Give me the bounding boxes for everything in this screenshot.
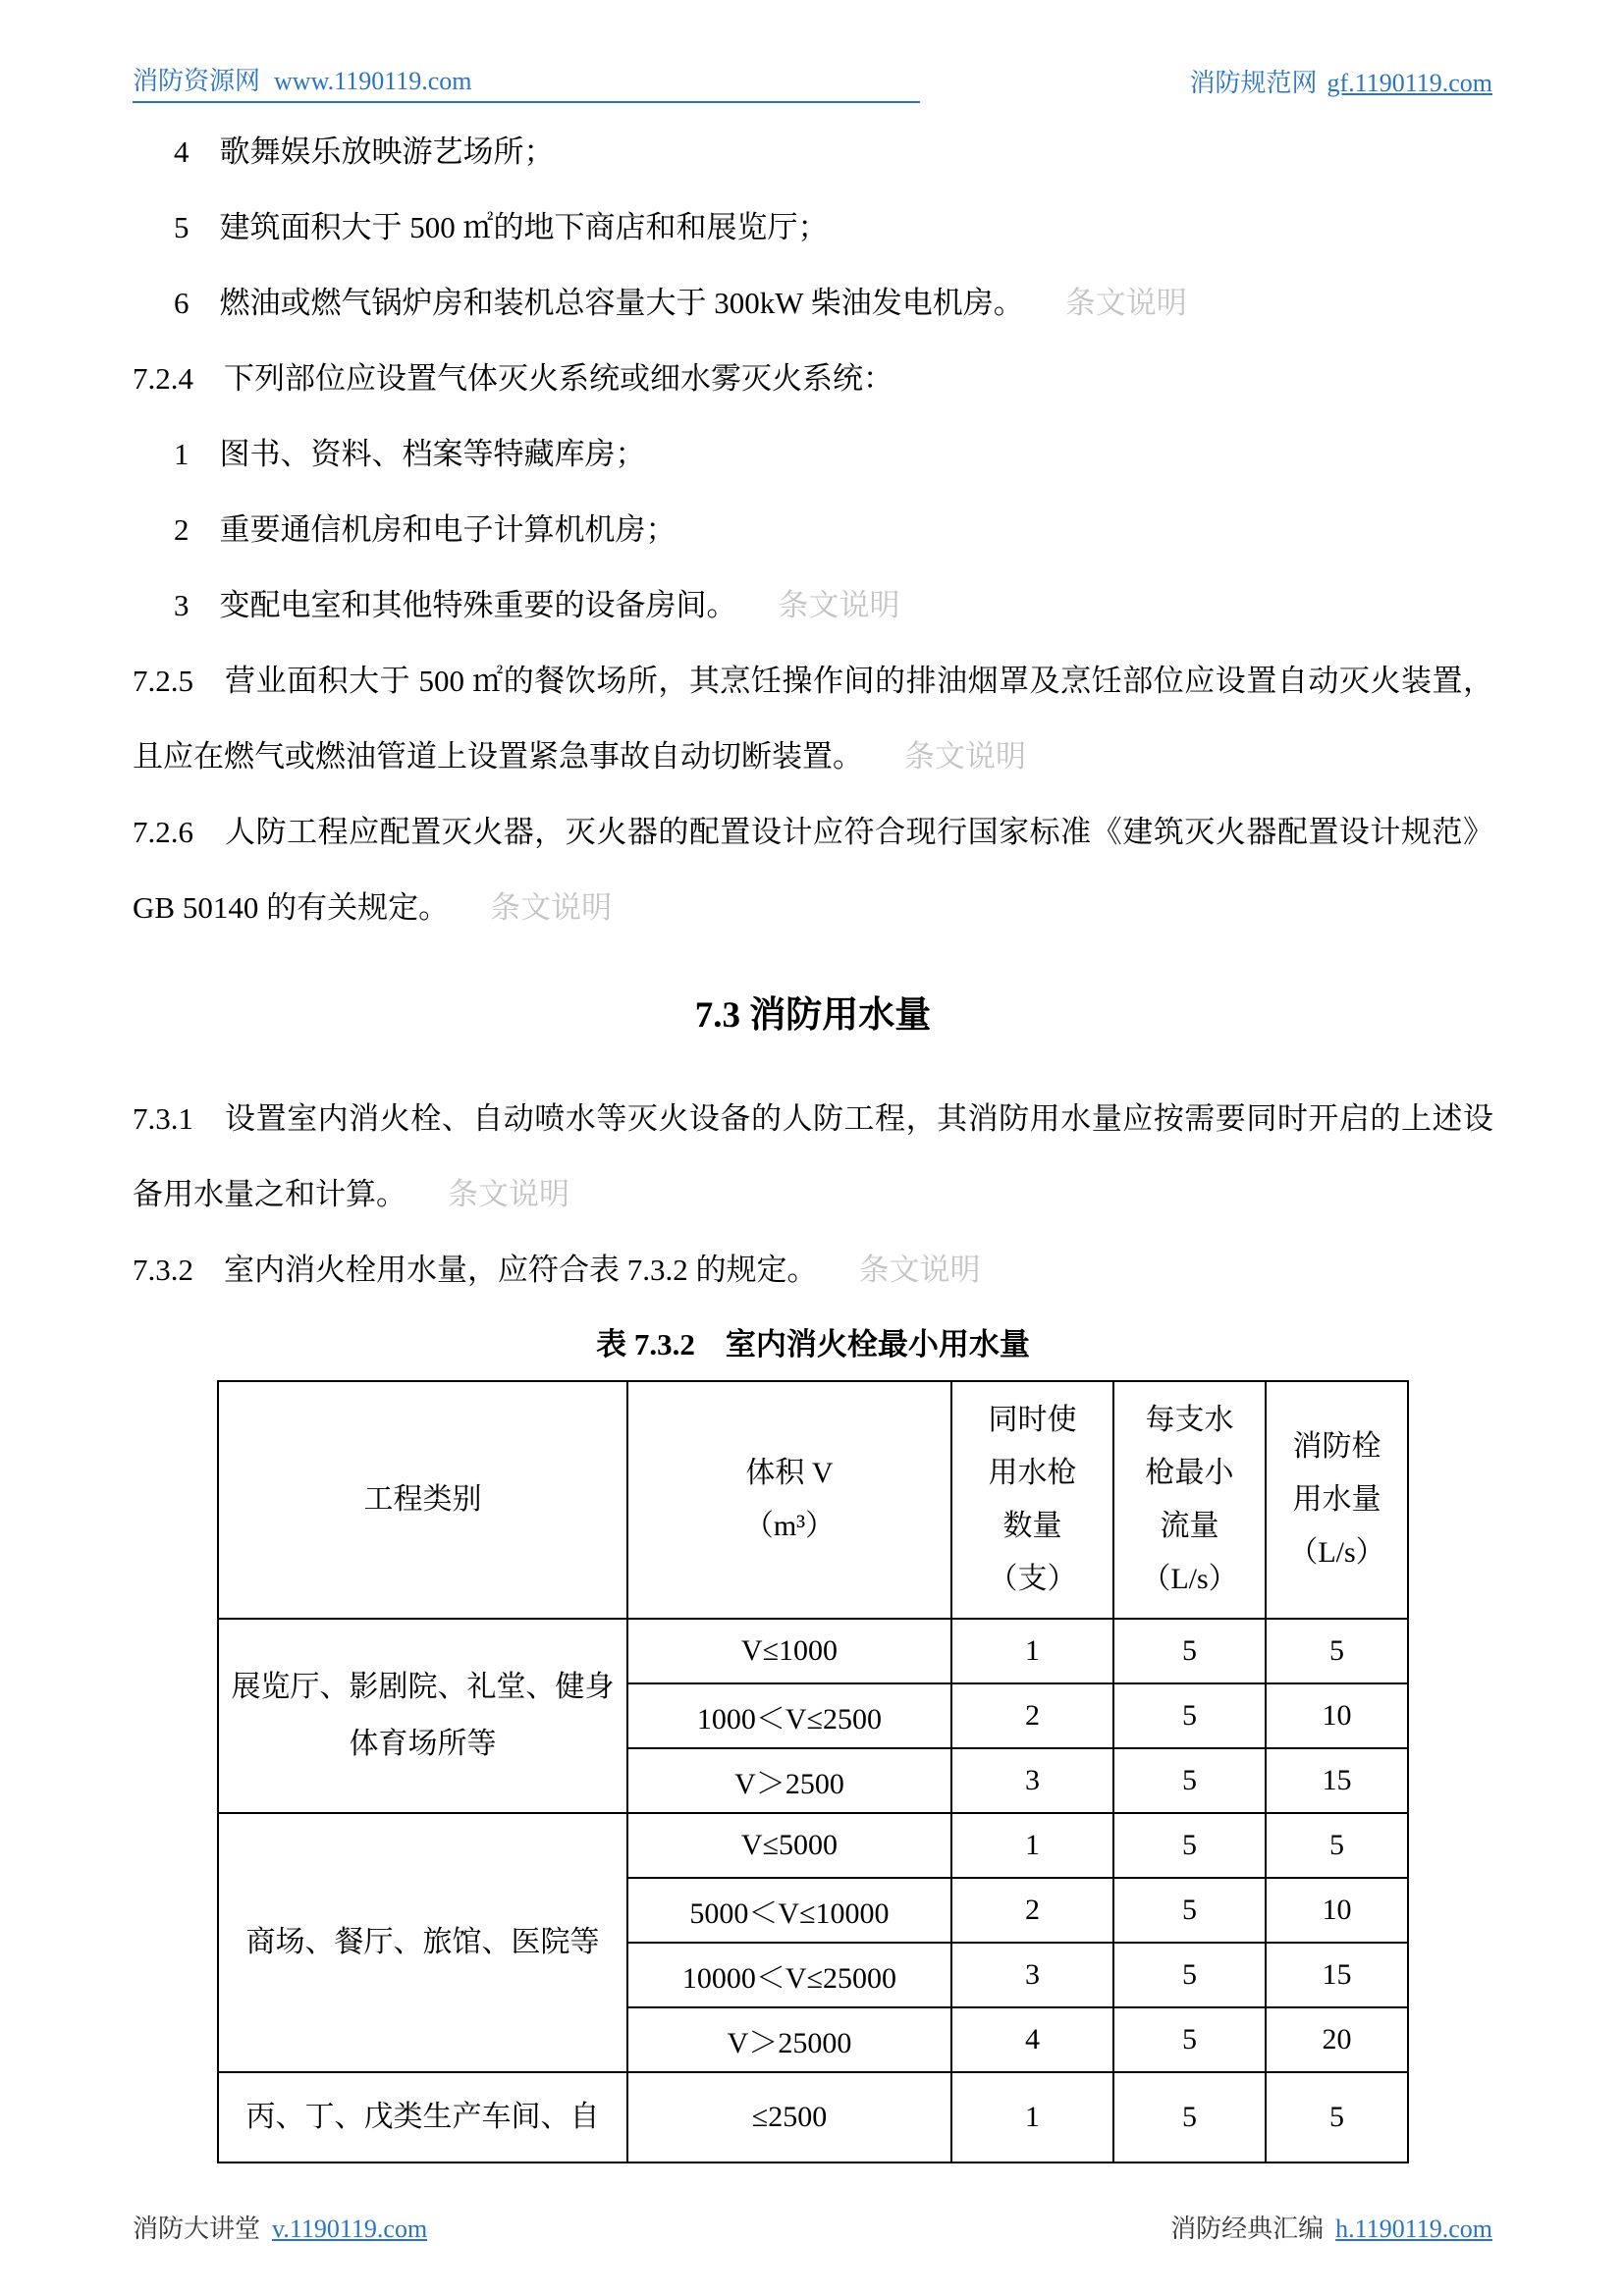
table-cell: V≤5000: [627, 1813, 951, 1878]
header-line: 工程类别: [363, 1483, 482, 1516]
table-row: [218, 1619, 1408, 1683]
table-cell: 15: [1266, 1748, 1408, 1813]
table-cell: 5: [1266, 2072, 1408, 2163]
section-title: 7.3 消防用水量: [694, 995, 932, 1036]
header-line: 用水量: [1292, 1483, 1381, 1516]
paragraph-text: 7.2.6 人防工程应配置灭火器，灭火器的配置设计应符合现行国家标准《建筑灭火器配置设计规范》GB 50140 的有关规定。: [133, 815, 1493, 925]
table-header-cell-category: [218, 1381, 627, 1619]
table-cell: 1: [951, 1619, 1113, 1683]
table-row: [218, 1813, 1408, 1878]
commentary-link[interactable]: 条文说明: [858, 1253, 981, 1287]
table-header-cell-hydrant-usage: [1266, 1381, 1408, 1619]
table-cell: 1000＜V≤2500: [627, 1683, 951, 1748]
table-cell: 5: [1266, 1619, 1408, 1683]
paragraph-text: 2 重要通信机房和电子计算机机房；: [174, 512, 677, 547]
paragraph-text: 7.2.5 营业面积大于 500 ㎡的餐饮场所，其烹饪操作间的排油烟罩及烹饪部位应设置自动灭火装置，且应在燃气或燃油管道上设置紧急事故自动切断装置。: [133, 664, 1493, 774]
table-cell: ≤2500: [627, 2072, 951, 2163]
header-line: （支）: [988, 1563, 1077, 1595]
header-line: 消防栓: [1292, 1430, 1381, 1463]
paragraph-text: 7.3.2 室内消火栓用水量，应符合表 7.3.2 的规定。: [133, 1253, 818, 1287]
table-cell: 10: [1266, 1878, 1408, 1943]
table-cell: 5: [1113, 1748, 1266, 1813]
table-cell: 15: [1266, 1943, 1408, 2007]
header-right-link[interactable]: [1189, 67, 1492, 103]
paragraph-text: 5 建筑面积大于 500 ㎡的地下商店和和展览厅；: [174, 210, 829, 244]
table-cell: 1: [951, 1813, 1113, 1878]
list-item-4: [133, 114, 1493, 189]
table-cell: 5: [1113, 1619, 1266, 1683]
list-item-6: [133, 265, 1493, 341]
list-item-1: [133, 416, 1493, 492]
table-cell: 2: [951, 1878, 1113, 1943]
header-line: （m³）: [743, 1510, 836, 1542]
document-body: [133, 114, 1493, 2163]
header-line: 同时使: [988, 1404, 1077, 1436]
clause-7-2-5: [133, 643, 1493, 794]
header-line: 流量: [1160, 1510, 1219, 1542]
table-category-cell: 展览厅、影剧院、礼堂、健身体育场所等: [218, 1619, 627, 1813]
table-cell: 5: [1113, 2072, 1266, 2163]
table-cell: 5: [1113, 1878, 1266, 1943]
header-line: 每支水: [1145, 1404, 1234, 1436]
table-cell: V≤1000: [627, 1619, 951, 1683]
table-cell: 4: [951, 2007, 1113, 2072]
paragraph-text: 6 燃油或燃气锅炉房和装机总容量大于 300kW 柴油发电机房。: [174, 286, 1024, 320]
paragraph-text: 4 歌舞娱乐放映游艺场所；: [174, 134, 555, 169]
commentary-link[interactable]: 条文说明: [778, 588, 900, 622]
paragraph-text: 7.2.4 下列部位应设置气体灭火系统或细水雾灭火系统：: [133, 361, 893, 396]
table-cell: V＞2500: [627, 1748, 951, 1813]
table-cell: 5: [1113, 2007, 1266, 2072]
page-header: [133, 65, 1492, 103]
table-cell: 20: [1266, 2007, 1408, 2072]
list-item-3: [133, 567, 1493, 643]
footer-left: [133, 2213, 427, 2246]
table-header-cell-gun-count: [951, 1381, 1113, 1619]
footer-right-url-link[interactable]: h.1190119.com: [1335, 2215, 1492, 2243]
header-line: 枪最小: [1145, 1457, 1234, 1489]
header-line: 体积 V: [745, 1457, 834, 1489]
table-cell: 5000＜V≤10000: [627, 1878, 951, 1943]
table-cell: 3: [951, 1943, 1113, 2007]
footer-left-label: 消防大讲堂: [133, 2215, 261, 2243]
list-item-2: [133, 492, 1493, 567]
table-header-cell-volume: [627, 1381, 951, 1619]
paragraph-text: 7.3.1 设置室内消火栓、自动喷水等灭火设备的人防工程，其消防用水量应按需要同时开启的上述设备用水量之和计算。: [133, 1101, 1493, 1211]
header-right-site-label: 消防规范网: [1189, 69, 1318, 97]
commentary-link[interactable]: 条文说明: [904, 739, 1026, 774]
table-cell: 5: [1113, 1943, 1266, 2007]
table-cell: 3: [951, 1748, 1113, 1813]
table-cell: 2: [951, 1683, 1113, 1748]
clause-7-2-4: [133, 341, 1493, 416]
header-left-site-label: 消防资源网: [133, 67, 261, 95]
footer-right: [1170, 2213, 1492, 2246]
header-line: 数量: [1002, 1510, 1062, 1542]
clause-7-3-1: [133, 1081, 1493, 1232]
table-header-cell-min-flow: [1113, 1381, 1266, 1619]
table-cell: 5: [1113, 1683, 1266, 1748]
paragraph-text: 1 图书、资料、档案等特藏库房；: [174, 437, 646, 471]
table-cell: 10: [1266, 1683, 1408, 1748]
page-footer: [133, 2213, 1492, 2246]
table-title: 表 7.3.2 室内消火栓最小用水量: [596, 1327, 1030, 1362]
clause-7-3-2: [133, 1232, 1493, 1308]
paragraph-text: 3 变配电室和其他特殊重要的设备房间。: [174, 588, 737, 622]
header-line: （L/s）: [1141, 1563, 1238, 1595]
footer-left-url-link[interactable]: v.1190119.com: [272, 2215, 428, 2243]
table-row: [218, 2072, 1408, 2163]
table-cell: 1: [951, 2072, 1113, 2163]
hydrant-water-usage-table: [217, 1380, 1409, 2163]
commentary-link[interactable]: 条文说明: [1064, 286, 1187, 320]
clause-7-2-6: [133, 794, 1493, 945]
header-line: （L/s）: [1288, 1536, 1385, 1569]
table-cell: 5: [1266, 1813, 1408, 1878]
table-cell: 10000＜V≤25000: [627, 1943, 951, 2007]
table-cell: 5: [1113, 1813, 1266, 1878]
commentary-link[interactable]: 条文说明: [490, 890, 613, 925]
footer-right-label: 消防经典汇编: [1170, 2215, 1325, 2243]
table-category-cell: 丙、丁、戊类生产车间、自: [218, 2072, 627, 2163]
table-header-row: [218, 1381, 1408, 1619]
list-item-5: [133, 189, 1493, 265]
commentary-link[interactable]: 条文说明: [448, 1177, 569, 1211]
header-left-link[interactable]: [133, 65, 920, 103]
header-left-url-link[interactable]: www.1190119.com: [274, 67, 472, 95]
table-category-cell: 商场、餐厅、旅馆、医院等: [218, 1813, 627, 2072]
table-cell: V＞25000: [627, 2007, 951, 2072]
header-line: 用水枪: [988, 1457, 1077, 1489]
header-right-url-link[interactable]: gf.1190119.com: [1326, 69, 1492, 97]
